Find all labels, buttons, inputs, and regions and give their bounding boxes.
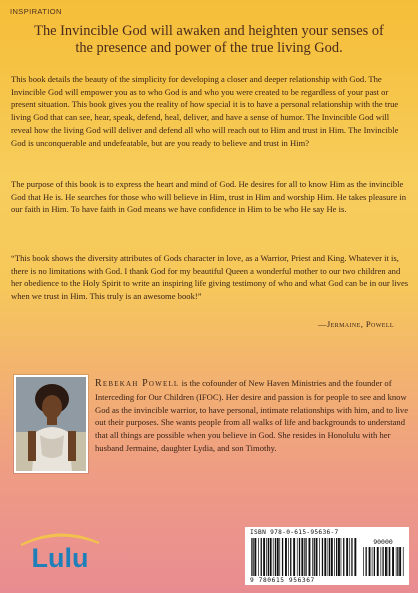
barcode-bar — [252, 538, 253, 576]
author-bio-text: is the cofounder of New Haven Ministries and the founder of Interceding for Our Children (IFOC). Her desire and passion is for people to see and know God as the invincible warrior, to have personal, intimate relationships with him, and to live out their purposes. She wants people from all walks of life and backgrounds to understand that all things are possible when you believe in God. She resides in Honolulu with her husband Jermaine, daughter Lydia, and son Timothy. — [95, 378, 409, 453]
barcode-bar — [314, 538, 315, 576]
barcode-bar — [349, 538, 350, 576]
barcode-bar — [389, 547, 390, 576]
author-bio — [95, 377, 409, 455]
barcode-bar — [277, 538, 279, 576]
barcode-bar — [392, 547, 394, 576]
barcode-bar — [346, 538, 348, 576]
barcode-bar — [341, 538, 342, 576]
lulu-logo-text: Lulu — [31, 543, 89, 571]
barcode-bar — [309, 538, 311, 576]
barcode-bar — [372, 547, 373, 576]
barcode-bar — [397, 547, 398, 576]
description-paragraph-2: The purpose of this book is to express the heart and mind of God. He desires for all to know Him as the invincible God that He is. He searches for those who will believe in Him, trust in Him and worship Him. He takes pleasure in our faith in Him. To have faith in God means we have confidence in Him to be who He say He is. — [11, 179, 406, 215]
barcode-bar — [328, 538, 329, 576]
barcode-bar — [316, 538, 318, 576]
barcode-bar — [258, 538, 259, 576]
barcode-bar — [268, 538, 269, 576]
barcode-bar — [261, 538, 262, 576]
barcode-bar — [363, 547, 364, 576]
barcode-bar — [270, 538, 272, 576]
barcode-bar — [293, 538, 295, 576]
barcode-bar — [251, 538, 252, 576]
barcode-bar — [305, 538, 306, 576]
barcode-bar — [336, 538, 337, 576]
isbn-barcode — [245, 527, 409, 585]
category-label: INSPIRATION — [10, 7, 62, 16]
barcode-bar — [329, 538, 330, 576]
barcode-bar — [301, 538, 303, 576]
barcode-bar — [297, 538, 298, 576]
barcode-bar — [354, 538, 356, 576]
barcode-bar — [334, 538, 335, 576]
barcode-bar — [285, 538, 287, 576]
barcode-bar — [396, 547, 397, 576]
barcode-bar — [279, 538, 280, 576]
barcode-bar — [338, 538, 340, 576]
barcode-bar — [381, 547, 382, 576]
barcode-bar — [273, 538, 274, 576]
author-photo — [14, 375, 88, 473]
barcode-bar — [263, 538, 265, 576]
barcode-bar — [343, 538, 344, 576]
barcode-bar — [369, 547, 371, 576]
isbn-label: ISBN 978-0-615-95636-7 — [250, 529, 339, 536]
barcode-bar — [388, 547, 389, 576]
headline: The Invincible God will awaken and heighten your senses of the presence and power of the true living God. — [34, 23, 384, 56]
price-code: 90000 — [373, 538, 393, 546]
author-name: Rebekah Powell — [95, 378, 180, 389]
barcode-bar — [322, 538, 323, 576]
barcode-bar — [299, 538, 300, 576]
barcode-bar — [290, 538, 291, 576]
endorsement-quote: “This book shows the diversity attributes of Gods character in love, as a Warrior, Priest and King. Whatever it is, there is no limitations with God. I thank God for my beautiful Queen a wonderful mother to our two children and her obedience to the Holy Spirit to write an inspiring life giving testimony of who and what God can be in our lives when we trust in Him. This truly is an awesome book!” — [11, 253, 409, 302]
barcode-bar — [266, 538, 267, 576]
barcode-bar — [351, 538, 352, 576]
barcode-bar — [312, 538, 313, 576]
barcode-bar — [254, 538, 256, 576]
barcode-graphic — [245, 527, 409, 585]
barcode-bar — [319, 538, 320, 576]
barcode-bar — [374, 547, 375, 576]
endorsement-attribution: —Jermaine, Powell — [317, 319, 394, 329]
barcode-bar — [403, 547, 404, 576]
barcode-bar — [385, 547, 387, 576]
barcode-bar — [382, 547, 383, 576]
barcode-digits: 9 780615 956367 — [250, 577, 315, 584]
barcode-bar — [324, 538, 326, 576]
barcode-bar — [377, 547, 379, 576]
barcode-bar — [288, 538, 289, 576]
barcode-bar — [399, 547, 401, 576]
barcode-bar — [366, 547, 367, 576]
lulu-logo — [19, 527, 101, 571]
barcode-bar — [282, 538, 283, 576]
barcode-bar — [331, 538, 333, 576]
barcode-bar — [304, 538, 305, 576]
description-paragraph-1: This book details the beauty of the simplicity for developing a closer and deeper relationship with God. The Invincible God will empower you as to who God is and who you were created to be regardless of your past or present situation. This book gives you the reality of how special it is to have a personal relationship with the true living God that can see, hear, speak, defend, heal, deliver, and have a sense of humor. The Invincible God will reveal how the living God will deliver and defend all who will reach out to Him and trust in Him. The Invincible God is unconquerable and undefeatable, but are you ready to believe and trust in Him? — [11, 74, 399, 148]
barcode-bar — [275, 538, 276, 576]
